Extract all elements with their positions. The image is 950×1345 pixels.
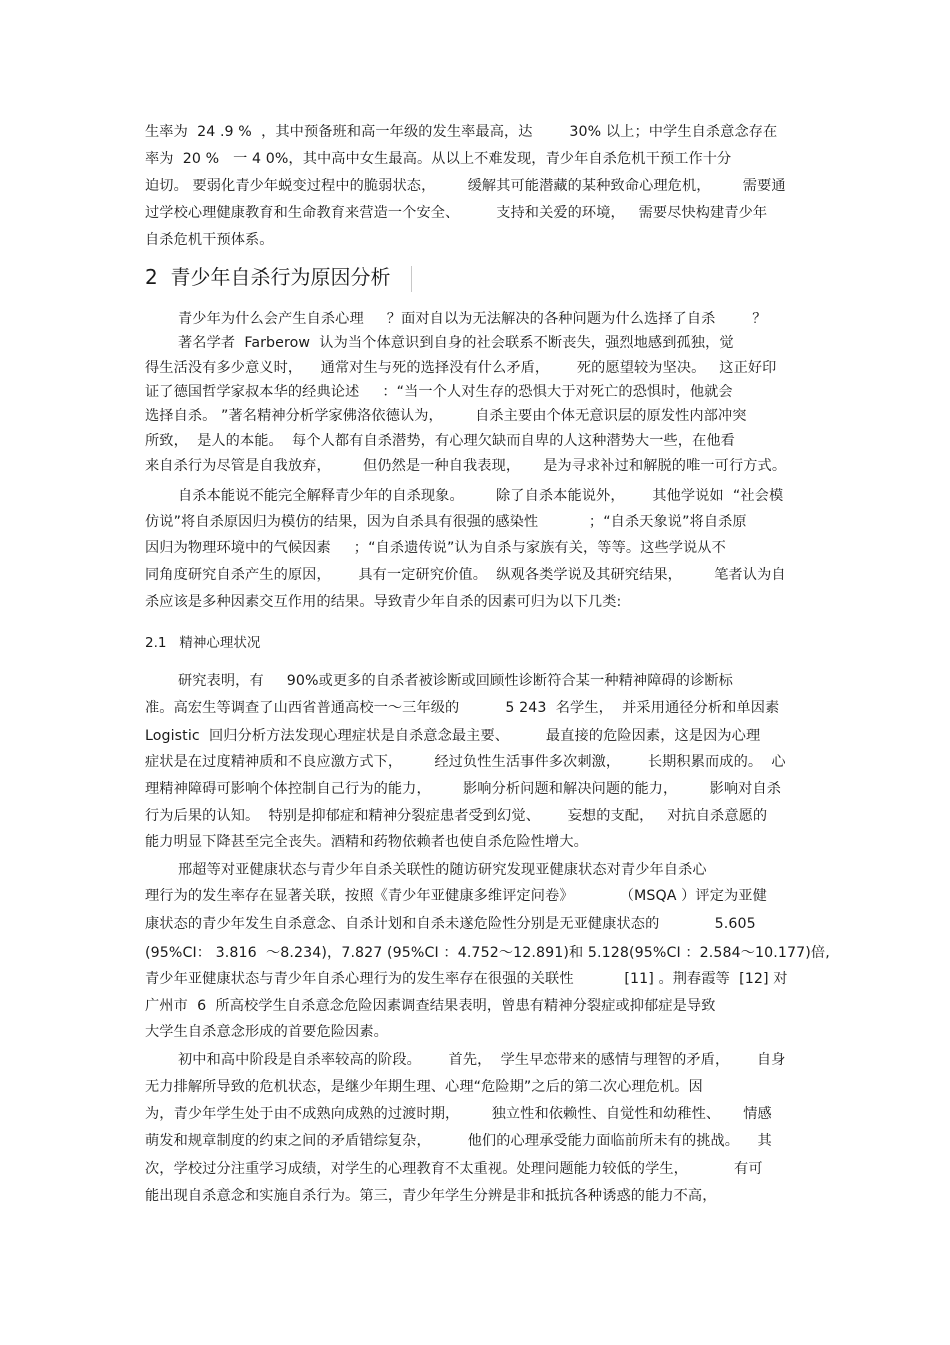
text-line: 行为后果的认知。 特别是抑郁症和精神分裂症患者受到幻觉、 妄想的支配， 对抗自杀意愿的: [145, 808, 768, 824]
text-line: 同角度研究自杀产生的原因， 具有一定研究价值。 纵观各类学说及其研究结果， 笔者认为自: [145, 567, 786, 583]
text-line: 青少年亚健康状态与青少年自杀心理行为的发生率存在很强的关联性 [11] 。荆春霞等 [12] 对: [145, 971, 788, 987]
text-line: Logistic 回归分析方法发现心理症状是自杀意念最主要、 最直接的危险因素，这是因为心理: [145, 728, 761, 744]
text-line: 邢超等对亚健康状态与青少年自杀关联性的随访研究发现亚健康状态对青少年自杀心: [178, 862, 707, 878]
text-line: 大学生自杀意念形成的首要危险因素。: [145, 1024, 388, 1040]
text-line: 初中和高中阶段是自杀率较高的阶段。 首先， 学生早恋带来的感情与理智的矛盾， 自身: [178, 1052, 786, 1068]
text-line: 自杀危机干预体系。: [145, 232, 274, 248]
text-line: 仿说”将自杀原因归为模仿的结果，因为自杀具有很强的感染性 ；“自杀天象说”将自杀原: [145, 514, 747, 530]
text-line: 著名学者 Farberow 认为当个体意识到自身的社会联系不断丧失，强烈地感到孤独，觉: [178, 335, 734, 351]
text-line: 次，学校过分注重学习成绩，对学生的心理教育不太重视。处理问题能力较低的学生， 有可: [145, 1161, 763, 1177]
section-heading: 2 青少年自杀行为原因分析: [145, 265, 391, 289]
text-line: 杀应该是多种因素交互作用的结果。导致青少年自杀的因素可归为以下几类:: [145, 594, 622, 610]
text-line: 证了德国哲学家叔本华的经典论述 ：“当一个人对生存的恐惧大于对死亡的恐惧时，他就会: [145, 384, 733, 400]
text-line: 因归为物理环境中的气候因素 ；“自杀遗传说”认为自杀与家族有关，等等。这些学说从不: [145, 540, 726, 556]
text-line: 能力明显下降甚至完全丧失。酒精和药物依赖者也使自杀危险性增大。: [145, 834, 588, 850]
text-line: 青少年为什么会产生自杀心理 ？面对自以为无法解决的各种问题为什么选择了自杀 ？: [178, 311, 767, 327]
text-line: 能出现自杀意念和实施自杀行为。第三，青少年学生分辨是非和抵抗各种诱惑的能力不高，: [145, 1188, 717, 1204]
text-line: 理精神障碍可影响个体控制自己行为的能力， 影响分析问题和解决问题的能力， 影响对自杀: [145, 781, 782, 797]
text-line: 理行为的发生率存在显著关联，按照《青少年亚健康多维评定问卷》 （MSQA ）评定为亚健: [145, 888, 767, 904]
text-line: 来自杀行为尽管是自我放弃， 但仍然是一种自我表现， 是为寻求补过和解脱的唯一可行方式。: [145, 458, 787, 474]
text-line: 自杀本能说不能完全解释青少年的自杀现象。 除了自杀本能说外， 其他学说如 “社会模: [178, 488, 784, 504]
subsection-heading: 2.1 精神心理状况: [145, 635, 261, 651]
text-line: 研究表明，有 90%或更多的自杀者被诊断或回顾性诊断符合某一种精神障碍的诊断标: [178, 673, 733, 689]
text-line: 所致， 是人的本能。 每个人都有自杀潜势，有心理欠缺而自卑的人这种潜势大一些，在他看: [145, 433, 735, 449]
text-line: 症状是在过度精神质和不良应激方式下， 经过负性生活事件多次刺激， 长期积累而成的。 心: [145, 754, 786, 770]
text-line: 得生活没有多少意义时， 通常对生与死的选择没有什么矛盾， 死的愿望较为坚决。 这正好印: [145, 360, 777, 376]
text-line: 萌发和规章制度的约束之间的矛盾错综复杂， 他们的心理承受能力面临前所未有的挑战。 其: [145, 1133, 772, 1149]
text-line: 准。高宏生等调查了山西省普通高校一～三年级的 5 243 名学生， 并采用通径分析和单因素: [145, 700, 780, 716]
text-line: 康状态的青少年发生自杀意念、自杀计划和自杀未遂危险性分别是无亚健康状态的 5.605: [145, 916, 756, 932]
text-line: 为，青少年学生处于由不成熟向成熟的过渡时期， 独立性和依赖性、自觉性和幼稚性、 情感: [145, 1106, 772, 1122]
text-line: 率为 20 % 一 4 0%，其中高中女生最高。从以上不难发现，青少年自杀危机干预工作十分: [145, 151, 732, 167]
text-line: 选择自杀。 ”著名精神分析学家佛洛依德认为， 自杀主要由个体无意识层的原发性内部冲突: [145, 408, 747, 424]
text-line: 广州市 6 所高校学生自杀意念危险因素调查结果表明，曾患有精神分裂症或抑郁症是导致: [145, 998, 716, 1014]
text-line: (95%CI： 3.816 ～8.234)，7.827 (95%CI ：4.752～12.891)和 5.128(95%CI ：2.584～10.177)倍,: [145, 945, 830, 961]
text-line: 无力排解所导致的危机状态，是继少年期生理、心理“危险期”之后的第二次心理危机。因: [145, 1079, 703, 1095]
text-line: 生率为 24 .9 % ，其中预备班和高一年级的发生率最高，达 30% 以上；中学生自杀意念存在: [145, 124, 778, 140]
text-line: 过学校心理健康教育和生命教育来营造一个安全、 支持和关爱的环境， 需要尽快构建青少年: [145, 205, 768, 221]
text-line: 迫切。 要弱化青少年蜕变过程中的脆弱状态， 缓解其可能潜藏的某种致命心理危机， 需要通: [145, 178, 786, 194]
heading-divider: [411, 266, 412, 292]
